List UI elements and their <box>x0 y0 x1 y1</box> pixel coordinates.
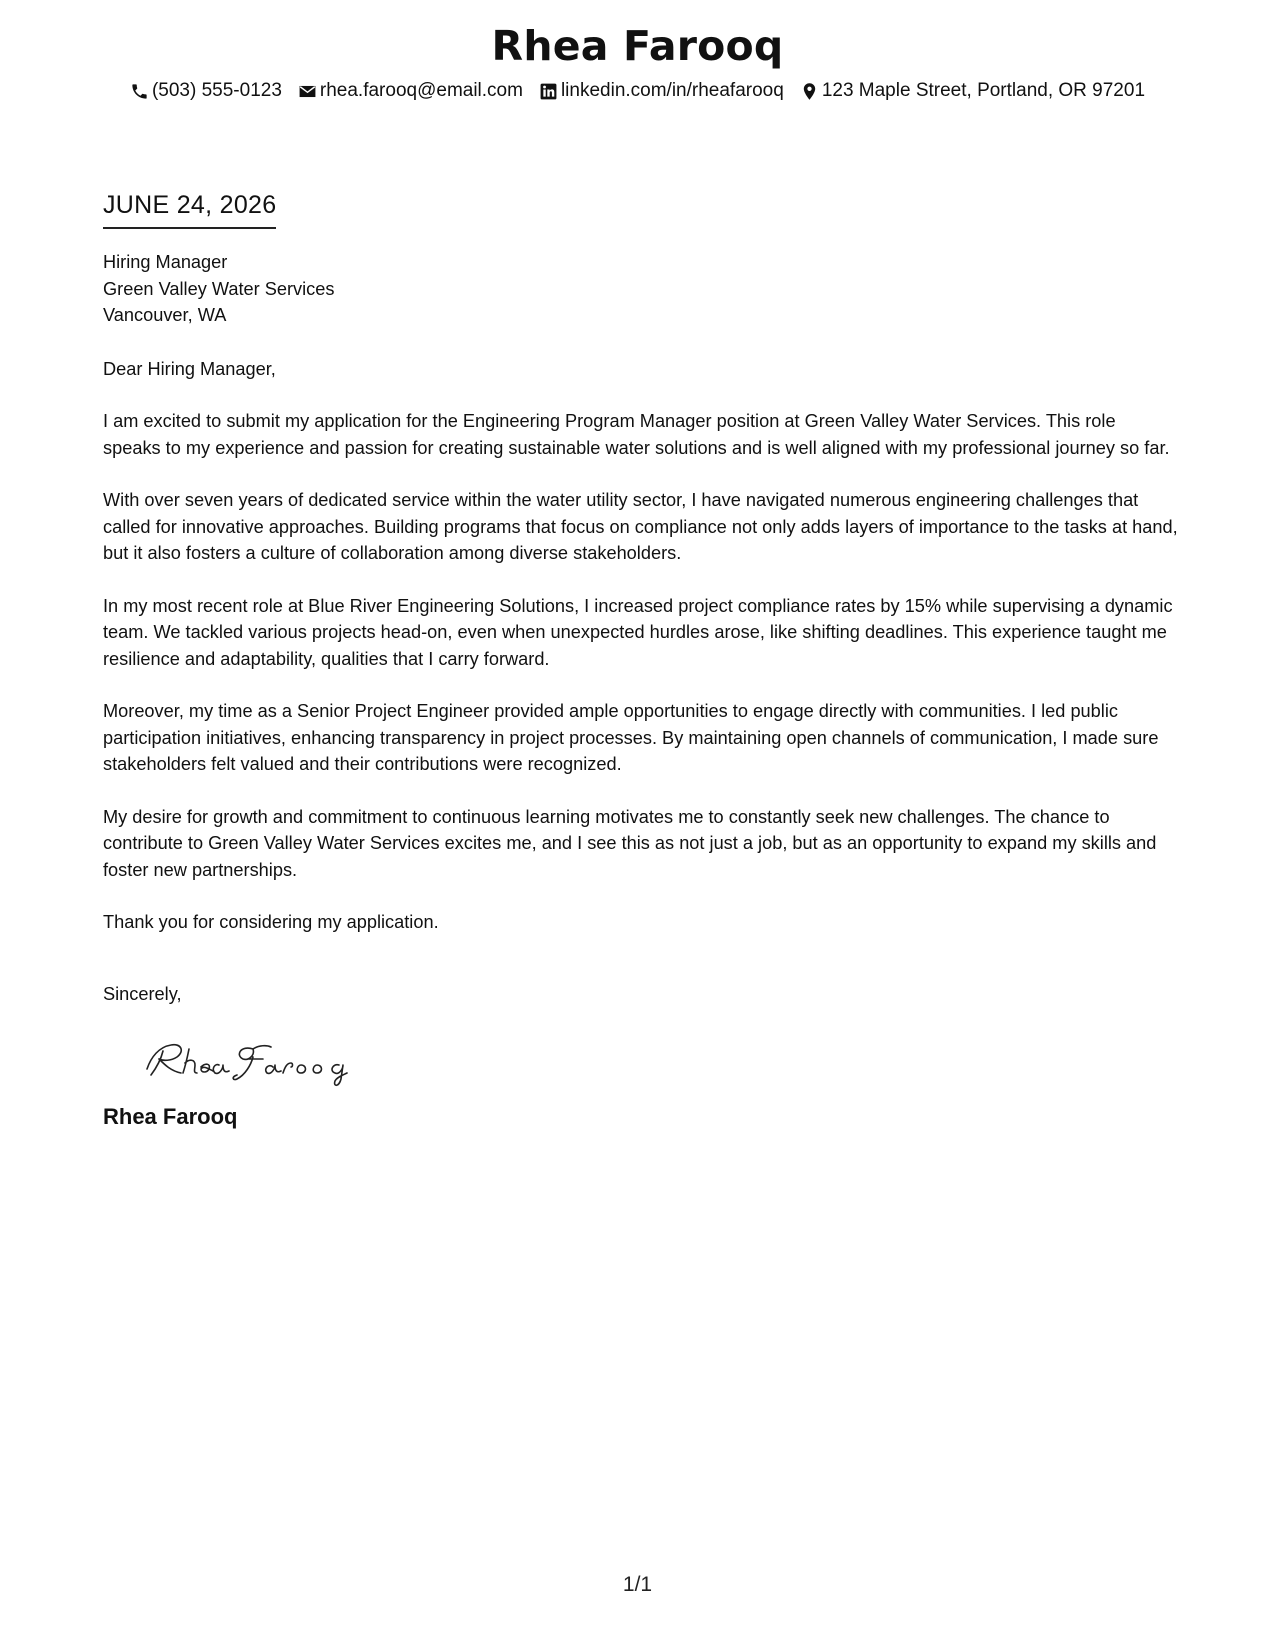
page-number: 1/1 <box>622 1573 653 1596</box>
signoff: Sincerely, <box>103 983 182 1004</box>
email-text: rhea.farooq@email.com <box>319 80 523 101</box>
contact-phone <box>130 80 282 102</box>
body-paragraph: I am excited to submit my application for the Engineering Program Manager position at Green Valley Water Services. This role speaks to my experience and passion for creating sustainable water solutions and is well aligned with my professional journey so far. <box>103 411 1170 458</box>
address-text: 123 Maple Street, Portland, OR 97201 <box>821 80 1146 101</box>
letter-body <box>103 190 1178 1131</box>
phone-text: (503) 555-0123 <box>151 80 282 101</box>
letter-date: JUNE 24, 2026 <box>103 190 276 229</box>
recipient-line: Hiring Manager <box>103 252 228 272</box>
contact-address <box>800 80 1145 102</box>
recipient-block <box>103 249 1178 329</box>
linkedin-icon <box>539 82 558 101</box>
closing-line: Thank you for considering my application. <box>103 912 439 932</box>
signed-name: Rhea Farooq <box>103 1104 238 1129</box>
contact-linkedin <box>539 80 784 102</box>
body-paragraph: My desire for growth and commitment to continuous learning motivates me to constantly seek new challenges. The chance to contribute to Green Valley Water Services excites me, and I see this as not just a job, but as an opportunity to expand my skills and foster new partnerships. <box>103 806 1157 880</box>
envelope-icon <box>298 82 317 101</box>
handwritten-signature <box>141 1029 381 1091</box>
salutation: Dear Hiring Manager, <box>103 358 276 379</box>
contact-email <box>298 80 523 102</box>
linkedin-text: linkedin.com/in/rheafarooq <box>560 80 784 101</box>
recipient-line: Vancouver, WA <box>103 305 227 325</box>
contact-bar <box>0 80 1275 102</box>
phone-icon <box>130 82 149 101</box>
recipient-line: Green Valley Water Services <box>103 278 335 299</box>
body-paragraph: With over seven years of dedicated service within the water utility sector, I have navigated numerous engineering challenges that called for innovative approaches. Building programs that focus on compliance not only adds layers of importance to the tasks at hand, but it also fosters a culture of collaboration among diverse stakeholders. <box>103 490 1178 563</box>
applicant-name: Rhea Farooq <box>491 22 784 70</box>
map-pin-icon <box>800 82 819 101</box>
body-paragraph: Moreover, my time as a Senior Project Engineer provided ample opportunities to engage directly with communities. I led public participation initiatives, enhancing transparency in project processes. By maintaining open channels of communication, I made sure stakeholders felt valued and their contributions were recognized. <box>103 701 1159 774</box>
body-paragraph: In my most recent role at Blue River Engineering Solutions, I increased project compliance rates by 15% while supervising a dynamic team. We tackled various projects head-on, even when unexpected hurdles arose, like shifting deadlines. This experience taught me resilience and adaptability, qualities that I carry forward. <box>103 595 1173 669</box>
